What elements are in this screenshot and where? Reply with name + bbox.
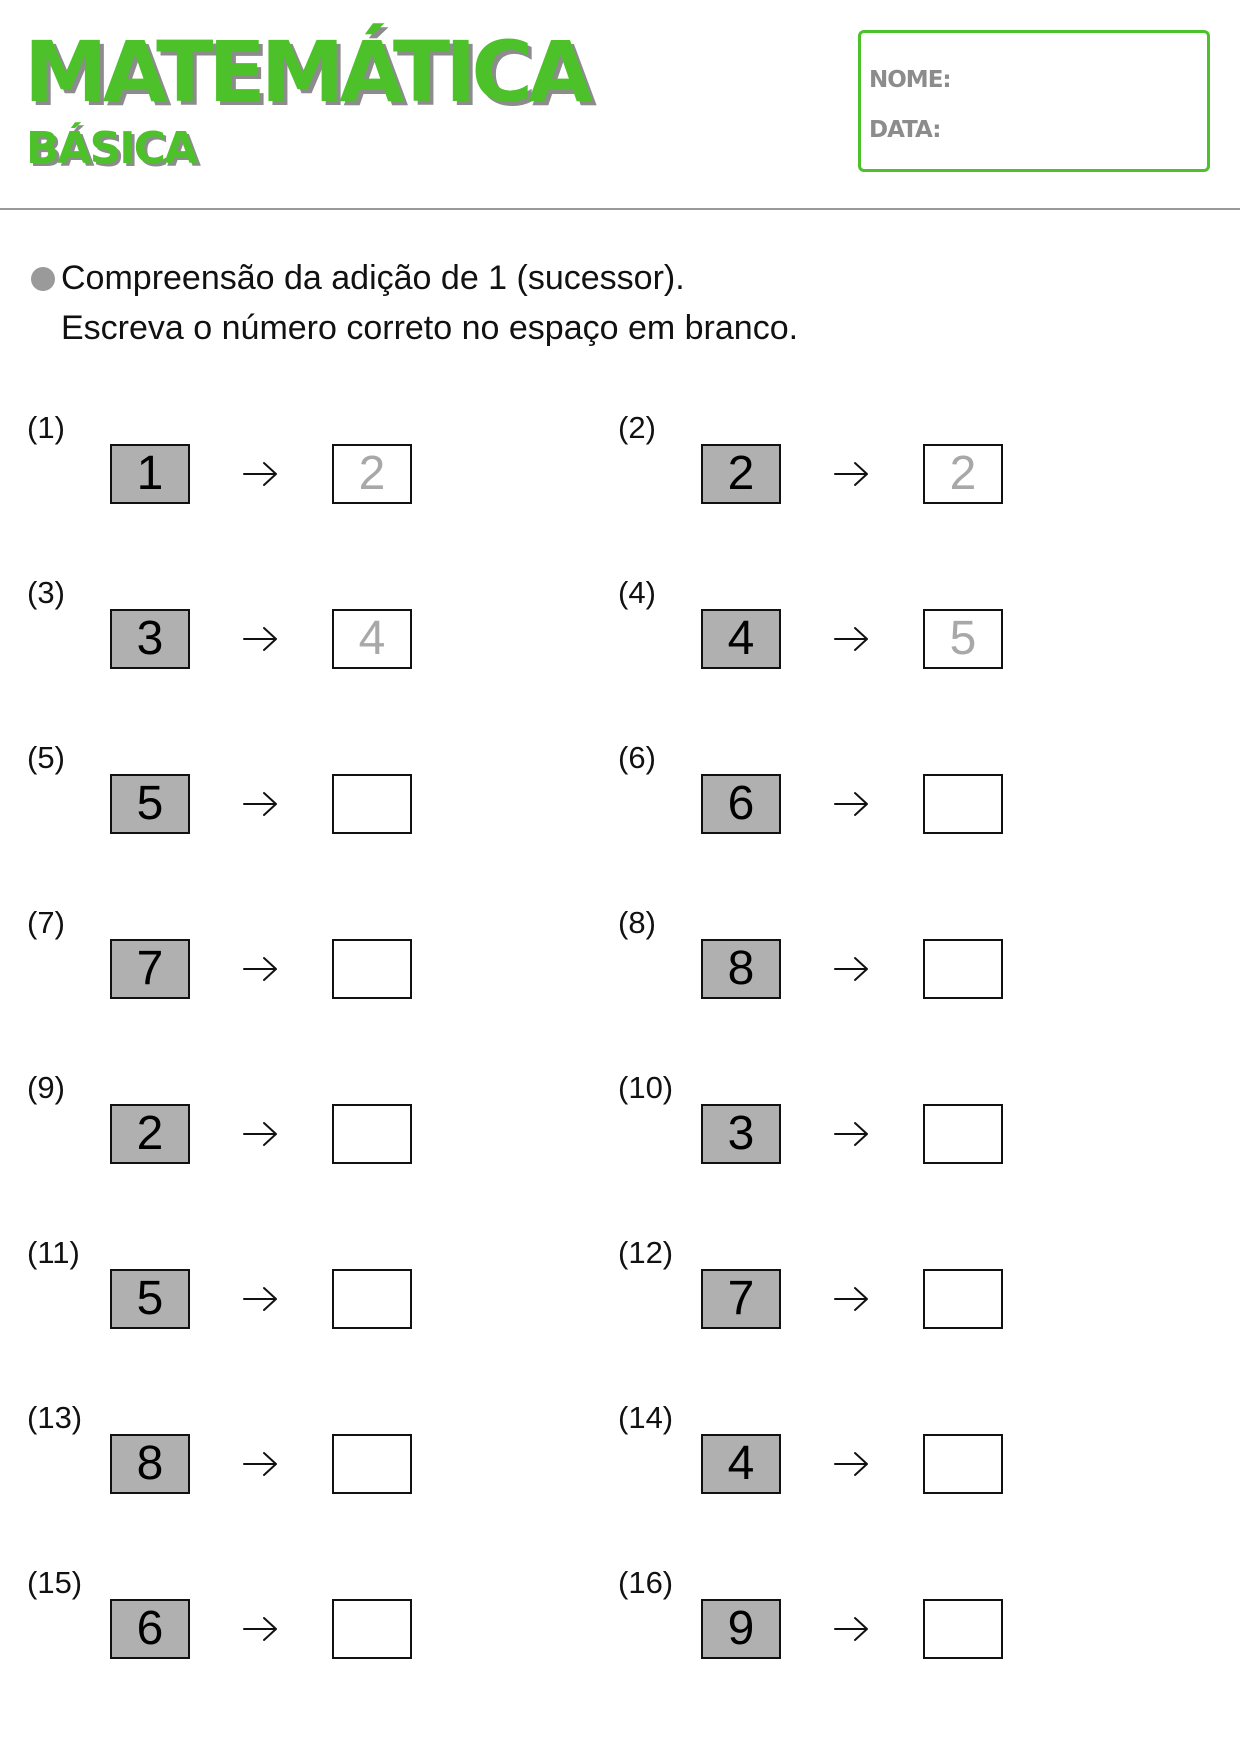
exercise-item (27, 1070, 587, 1210)
exercise-number: (14) (618, 1400, 674, 1435)
given-number-box: 2 (110, 1104, 190, 1164)
worksheet-title: MATEMÁTICA (24, 23, 589, 121)
date-label: DATA: (869, 117, 941, 143)
exercise-item (27, 1400, 587, 1540)
exercise-item (618, 410, 1178, 550)
arrow-right-icon (832, 789, 872, 819)
arrow-right-icon (241, 459, 281, 489)
answer-box[interactable] (332, 1104, 412, 1164)
exercise-item (618, 1400, 1178, 1540)
exercise-number: (6) (618, 740, 656, 775)
exercise-number: (10) (618, 1070, 674, 1105)
answer-box[interactable]: 4 (332, 609, 412, 669)
exercise-number: (12) (618, 1235, 674, 1270)
exercise-number: (9) (27, 1070, 65, 1105)
arrow-right-icon (241, 954, 281, 984)
exercise-item (27, 905, 587, 1045)
exercise-item (618, 1235, 1178, 1375)
exercise-item (618, 1565, 1178, 1705)
exercise-number: (7) (27, 905, 65, 940)
given-number-box: 6 (110, 1599, 190, 1659)
answer-box[interactable]: 2 (923, 444, 1003, 504)
exercise-item (618, 740, 1178, 880)
student-info-box (858, 30, 1210, 172)
given-number-box: 4 (701, 609, 781, 669)
arrow-right-icon (241, 1284, 281, 1314)
exercise-number: (2) (618, 410, 656, 445)
arrow-right-icon (832, 1119, 872, 1149)
given-number-box: 5 (110, 774, 190, 834)
answer-box[interactable] (332, 1269, 412, 1329)
answer-box[interactable] (332, 774, 412, 834)
exercise-item (618, 1070, 1178, 1210)
answer-box[interactable] (923, 1269, 1003, 1329)
bullet-icon (31, 267, 55, 291)
worksheet-header (0, 0, 1240, 210)
arrow-right-icon (832, 1284, 872, 1314)
answer-box[interactable] (923, 1434, 1003, 1494)
given-number-box: 2 (701, 444, 781, 504)
exercise-number: (5) (27, 740, 65, 775)
name-label: NOME: (869, 67, 951, 93)
exercise-number: (8) (618, 905, 656, 940)
arrow-right-icon (832, 1614, 872, 1644)
exercise-item (27, 740, 587, 880)
worksheet-subtitle: BÁSICA (26, 123, 196, 174)
given-number-box: 9 (701, 1599, 781, 1659)
exercise-item (618, 575, 1178, 715)
answer-box[interactable] (332, 1434, 412, 1494)
given-number-box: 3 (701, 1104, 781, 1164)
arrow-right-icon (241, 624, 281, 654)
arrow-right-icon (832, 459, 872, 489)
exercise-number: (13) (27, 1400, 83, 1435)
answer-box[interactable] (332, 939, 412, 999)
exercise-number: (11) (27, 1235, 80, 1270)
answer-box[interactable] (923, 1599, 1003, 1659)
exercise-number: (3) (27, 575, 65, 610)
given-number-box: 5 (110, 1269, 190, 1329)
given-number-box: 4 (701, 1434, 781, 1494)
given-number-box: 7 (110, 939, 190, 999)
exercise-item (618, 905, 1178, 1045)
arrow-right-icon (832, 624, 872, 654)
answer-box[interactable] (923, 1104, 1003, 1164)
exercise-number: (16) (618, 1565, 674, 1600)
given-number-box: 7 (701, 1269, 781, 1329)
answer-box[interactable] (923, 774, 1003, 834)
answer-box[interactable]: 5 (923, 609, 1003, 669)
arrow-right-icon (241, 789, 281, 819)
given-number-box: 8 (701, 939, 781, 999)
instruction-line-2: Escreva o número correto no espaço em branco. (61, 309, 799, 347)
answer-box[interactable] (923, 939, 1003, 999)
exercise-number: (15) (27, 1565, 83, 1600)
exercise-item (27, 1565, 587, 1705)
given-number-box: 8 (110, 1434, 190, 1494)
answer-box[interactable]: 2 (332, 444, 412, 504)
given-number-box: 3 (110, 609, 190, 669)
exercise-number: (4) (618, 575, 656, 610)
exercise-number: (1) (27, 410, 65, 445)
exercise-item (27, 575, 587, 715)
arrow-right-icon (241, 1614, 281, 1644)
instruction-line-1: Compreensão da adição de 1 (sucessor). (61, 259, 685, 297)
arrow-right-icon (832, 1449, 872, 1479)
answer-box[interactable] (332, 1599, 412, 1659)
exercise-item (27, 1235, 587, 1375)
arrow-right-icon (832, 954, 872, 984)
given-number-box: 1 (110, 444, 190, 504)
arrow-right-icon (241, 1449, 281, 1479)
given-number-box: 6 (701, 774, 781, 834)
arrow-right-icon (241, 1119, 281, 1149)
exercise-item (27, 410, 587, 550)
